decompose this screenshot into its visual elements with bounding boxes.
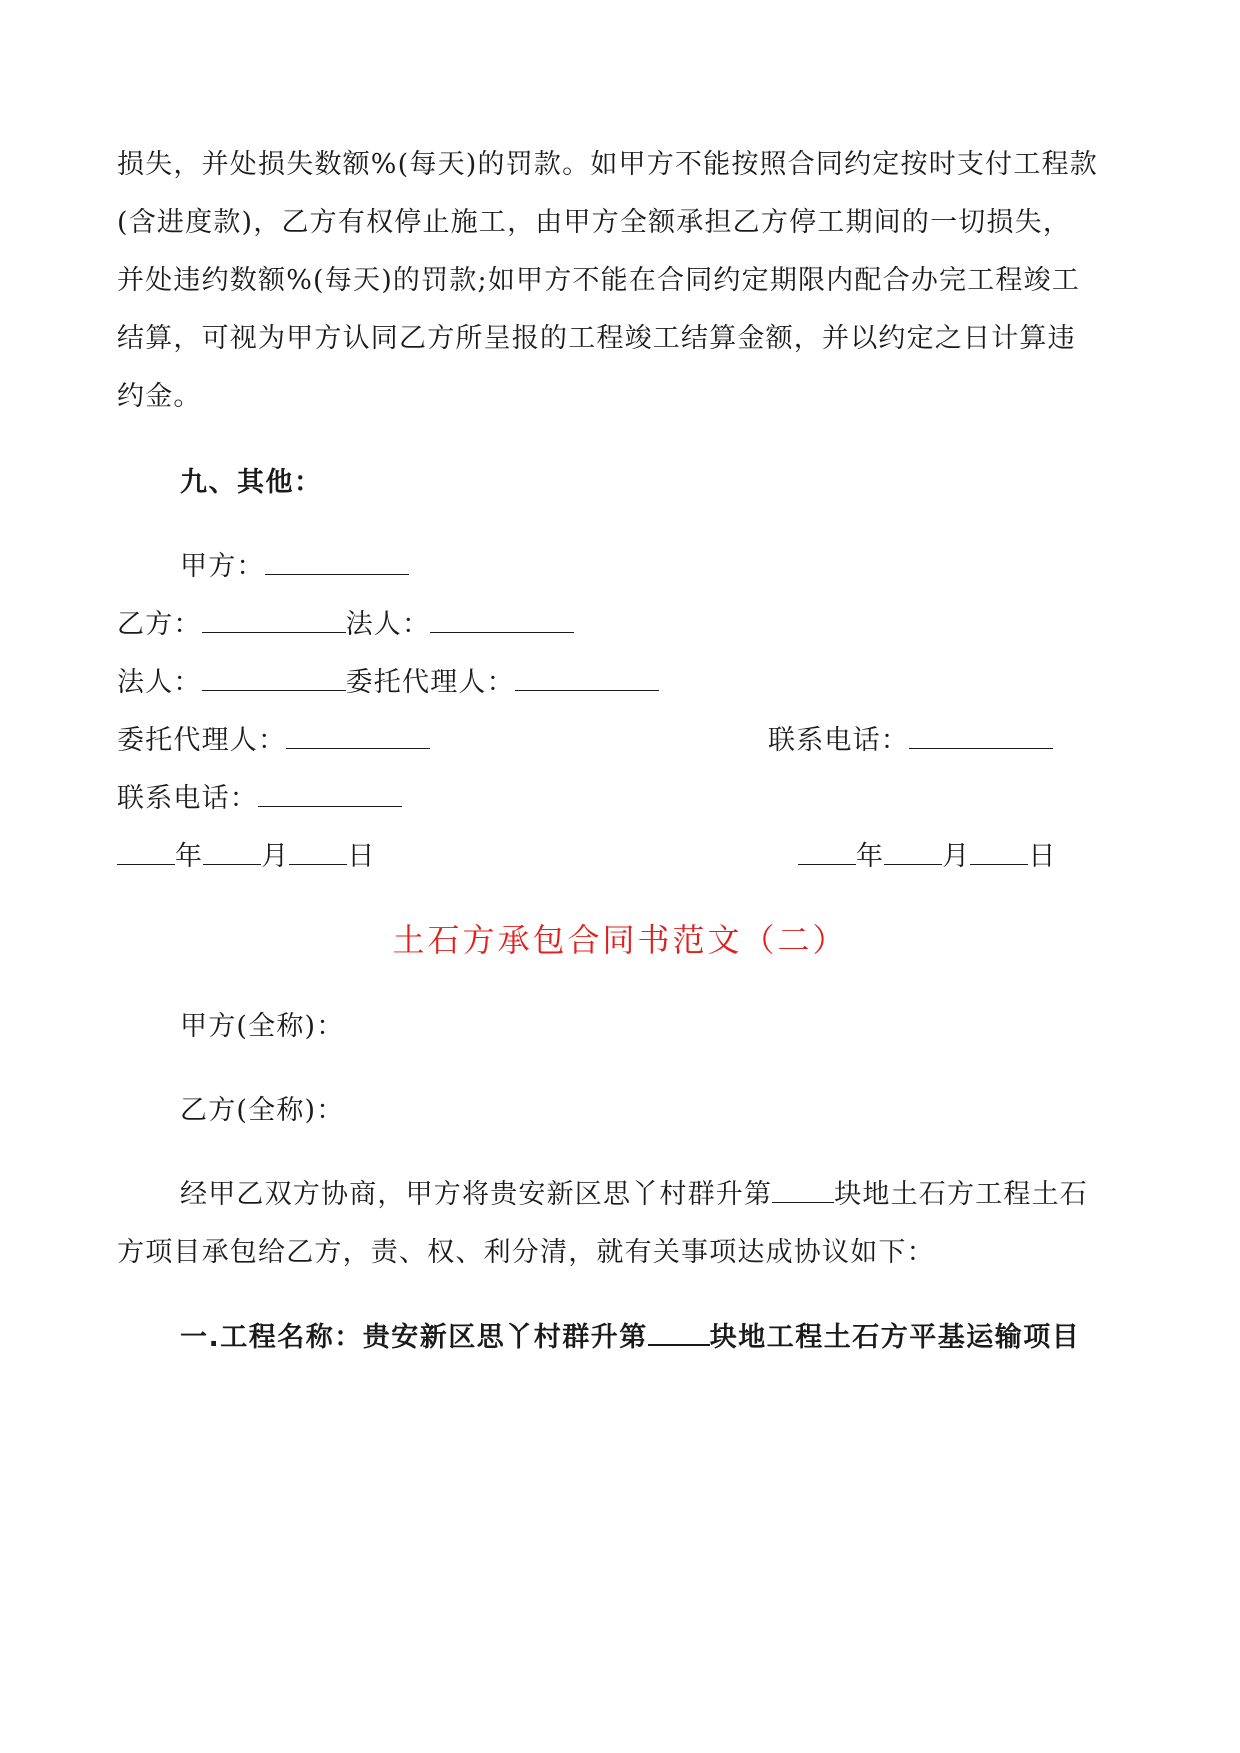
party-a-sign-row <box>180 550 409 584</box>
year-label-left: 年 <box>175 841 204 872</box>
party-b-full-label: 乙方(全称)： <box>180 1095 345 1126</box>
party-a-full-label: 甲方(全称)： <box>180 1011 345 1042</box>
party-a-label: 甲方： <box>180 551 265 582</box>
agent-blank-a[interactable] <box>515 666 659 691</box>
phone-label-left: 联系电话： <box>117 783 258 814</box>
legal-person-label-a: 法人： <box>345 609 431 640</box>
party-b-blank[interactable] <box>202 608 346 633</box>
legal-person-blank-a[interactable] <box>430 608 574 633</box>
date-left-row <box>117 840 376 874</box>
intro-line-2: 方项目承包给乙方，责、权、利分清，就有关事项达成协议如下： <box>117 1237 935 1268</box>
month-blank-right[interactable] <box>884 840 942 865</box>
paragraph-line-3: 并处违约数额%(每天)的罚款;如甲方不能在合同约定期限内配合办完工程竣工 <box>117 265 1081 296</box>
paragraph-line-5: 约金。 <box>117 381 202 412</box>
year-label-right: 年 <box>856 841 885 872</box>
intro-text-b: 块地土石方工程土石 <box>834 1179 1089 1210</box>
day-blank-left[interactable] <box>289 840 347 865</box>
month-label-left: 月 <box>261 841 290 872</box>
plot-number-blank[interactable] <box>772 1178 834 1203</box>
section-1-plot-blank[interactable] <box>648 1320 710 1346</box>
agent-label-b: 委托代理人： <box>117 725 287 756</box>
year-blank-right[interactable] <box>798 840 856 865</box>
party-b-sign-row <box>117 608 574 642</box>
legal-person-row <box>117 666 659 700</box>
day-blank-right[interactable] <box>970 840 1028 865</box>
phone-label-right: 联系电话： <box>768 725 909 756</box>
day-label-left: 日 <box>347 841 376 872</box>
month-blank-left[interactable] <box>203 840 261 865</box>
phone-right-row <box>768 724 1053 758</box>
section-1-suffix: 块地工程土石方平基运输项目 <box>709 1322 1081 1353</box>
agent-row <box>117 724 430 758</box>
section-1-prefix: 一.工程名称：贵安新区思丫村群升第 <box>180 1322 648 1353</box>
legal-person-blank-b[interactable] <box>202 666 346 691</box>
month-label-right: 月 <box>942 841 971 872</box>
year-blank-left[interactable] <box>117 840 175 865</box>
party-a-blank[interactable] <box>265 550 409 575</box>
agent-blank-b[interactable] <box>286 724 430 749</box>
paragraph-line-1: 损失，并处损失数额%(每天)的罚款。如甲方不能按照合同约定按时支付工程款 <box>117 149 1098 180</box>
section-9-heading: 九、其他： <box>180 467 323 498</box>
document-title: 土石方承包合同书范文（二） <box>392 921 848 959</box>
phone-blank-right[interactable] <box>909 724 1053 749</box>
party-b-label: 乙方： <box>117 609 202 640</box>
paragraph-line-4: 结算，可视为甲方认同乙方所呈报的工程竣工结算金额，并以约定之日计算违 <box>117 323 1076 354</box>
intro-line-1 <box>180 1178 1088 1212</box>
section-1-heading <box>180 1320 1080 1355</box>
day-label-right: 日 <box>1028 841 1057 872</box>
date-right-row <box>798 840 1057 874</box>
phone-blank-left[interactable] <box>258 782 402 807</box>
legal-person-label-b: 法人： <box>117 667 202 698</box>
phone-left-row <box>117 782 402 816</box>
intro-text-a: 经甲乙双方协商，甲方将贵安新区思丫村群升第 <box>180 1179 773 1210</box>
paragraph-line-2: (含进度款)，乙方有权停止施工，由甲方全额承担乙方停工期间的一切损失， <box>117 207 1072 238</box>
agent-label-a: 委托代理人： <box>345 667 515 698</box>
